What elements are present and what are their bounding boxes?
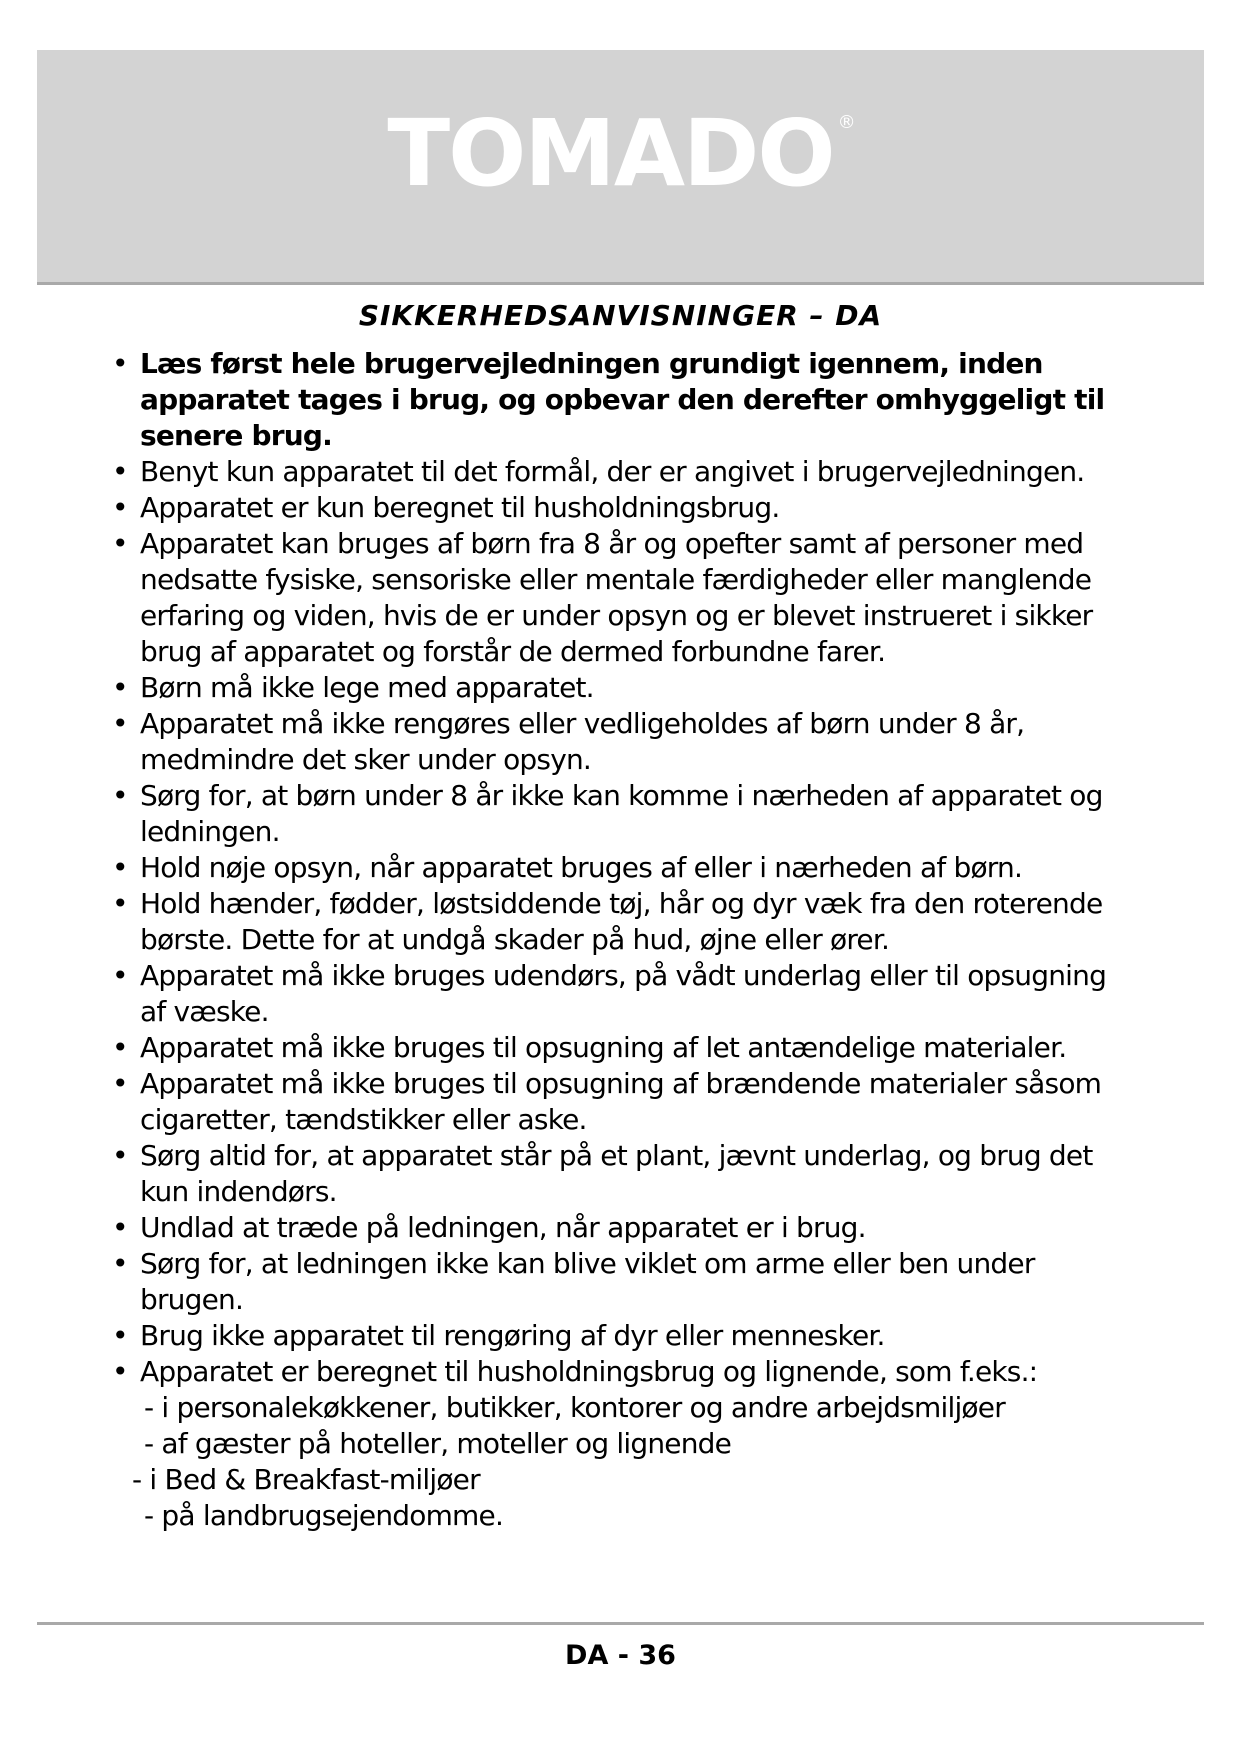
sub-list-item: - på landbrugsejendomme.	[144, 1499, 504, 1532]
bullet-icon: •	[112, 455, 128, 488]
brand-logo	[37, 100, 1204, 207]
bullet-icon: •	[112, 1031, 128, 1064]
list-item: • Sørg for, at ledningen ikke kan blive viklet om arme eller ben under brugen.	[112, 1247, 1035, 1316]
list-item: • Hold nøje opsyn, når apparatet bruges af eller i nærheden af børn.	[112, 851, 1023, 884]
logo-wordmark: TOMADO	[387, 100, 834, 207]
sub-list-item: - i personalekøkkener, butikker, kontorer og andre arbejdsmiljøer	[144, 1391, 1005, 1424]
bullet-icon: •	[112, 959, 128, 992]
bullet-icon: •	[112, 491, 128, 524]
page-title: SIKKERHEDSANVISNINGER – DA	[358, 299, 883, 332]
bullet-icon: •	[112, 671, 128, 704]
list-item: • Apparatet må ikke bruges udendørs, på vådt underlag eller til opsugning af væske.	[112, 959, 1107, 1028]
list-item: • Sørg for, at børn under 8 år ikke kan komme i nærheden af apparatet og ledningen.	[112, 779, 1103, 848]
page-number: DA - 36	[565, 1640, 676, 1671]
sub-list-item: - i Bed & Breakfast-miljøer	[132, 1463, 480, 1496]
sub-list-item: - af gæster på hoteller, moteller og lignende	[144, 1427, 732, 1460]
bullet-icon: •	[112, 527, 128, 560]
list-item: • Undlad at træde på ledningen, når apparatet er i brug.	[112, 1211, 866, 1244]
bullet-icon: •	[112, 1247, 128, 1280]
header-band	[37, 50, 1204, 285]
bullet-icon: •	[112, 887, 128, 920]
list-item: • Apparatet kan bruges af børn fra 8 år og opefter samt af personer med nedsatte fysiske, sensoriske eller mentale færdigheder eller manglende erfaring og viden, hvis de er under opsyn og er blevet instrueret i sikker brug af apparatet og forstår de dermed forbundne farer.	[112, 527, 1093, 668]
bullet-icon: •	[112, 1355, 128, 1388]
bullet-icon: •	[112, 707, 128, 740]
bullet-icon: •	[112, 1319, 128, 1352]
bullet-icon: •	[112, 347, 128, 380]
bullet-icon: •	[112, 779, 128, 812]
list-item: • Hold hænder, fødder, løstsiddende tøj, hår og dyr væk fra den roterende børste. Dette for at undgå skader på hud, øjne eller ører.	[112, 887, 1103, 956]
bullet-icon: •	[112, 1139, 128, 1172]
list-item: • Apparatet må ikke rengøres eller vedligeholdes af børn under 8 år, medmindre det sker under opsyn.	[112, 707, 1025, 776]
footer-divider	[37, 1622, 1204, 1625]
list-item: • Sørg altid for, at apparatet står på et plant, jævnt underlag, og brug det kun indendørs.	[112, 1139, 1093, 1208]
list-item: • Apparatet må ikke bruges til opsugning af let antændelige materialer.	[112, 1031, 1067, 1064]
list-item: • Brug ikke apparatet til rengøring af dyr eller mennesker.	[112, 1319, 885, 1352]
bullet-icon: •	[112, 1211, 128, 1244]
safety-instructions-list	[112, 346, 1132, 1534]
list-item: • Børn må ikke lege med apparatet.	[112, 671, 594, 704]
list-item: • Apparatet er kun beregnet til husholdningsbrug.	[112, 491, 780, 524]
list-item: • Apparatet er beregnet til husholdningsbrug og lignende, som f.eks.:	[112, 1355, 1038, 1388]
bullet-icon: •	[112, 1067, 128, 1100]
list-item: • Læs først hele brugervejledningen grundigt igennem, inden apparatet tages i brug, og opbevar den derefter omhyggeligt til senere brug.	[112, 347, 1105, 452]
bullet-icon: •	[112, 851, 128, 884]
list-item: • Apparatet må ikke bruges til opsugning af brændende materialer såsom cigaretter, tændstikker eller aske.	[112, 1067, 1102, 1136]
registered-mark: ®	[837, 112, 854, 133]
list-item: • Benyt kun apparatet til det formål, der er angivet i brugervejledningen.	[112, 455, 1085, 488]
